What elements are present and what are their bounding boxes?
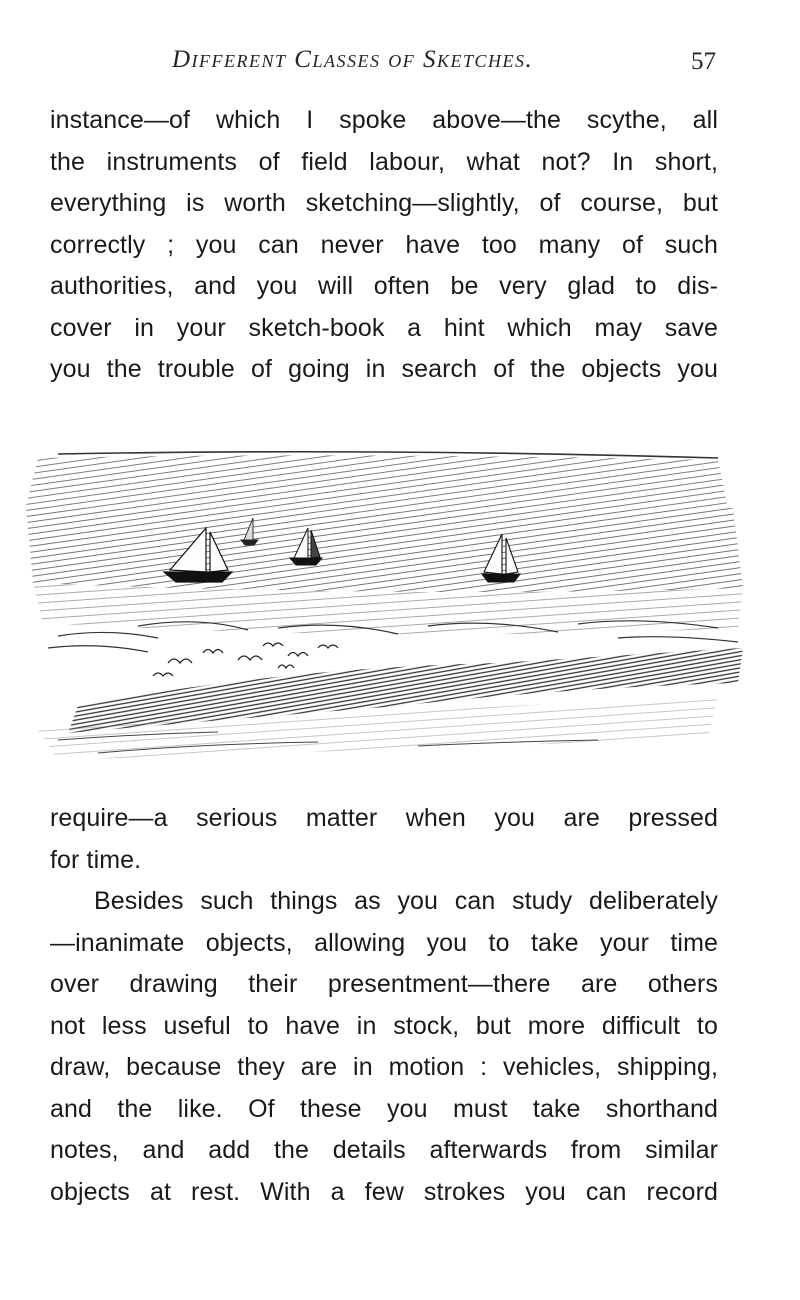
text-line: —inanimate objects, allowing you to take your time xyxy=(50,928,718,957)
text-line: over drawing their presentment—there are others xyxy=(50,970,718,998)
gull-marks xyxy=(153,643,338,676)
running-title: Different Classes of Sketches. xyxy=(172,46,534,73)
text-line: everything is worth sketching—slightly, of course, but xyxy=(50,189,718,217)
page-number: 57 xyxy=(691,48,716,75)
text-line: for time. xyxy=(50,845,142,874)
text-line: require—a serious matter when you are pressed xyxy=(50,804,718,832)
paragraph-1 xyxy=(50,100,718,391)
text-line: cover in your sketch-book a hint which may save xyxy=(50,313,718,342)
text-line: objects at rest. With a few strokes you can record xyxy=(50,1177,718,1206)
distant-sea xyxy=(26,506,743,592)
running-head xyxy=(50,44,722,80)
text-line: draw, because they are in motion : vehicles, shipping, xyxy=(50,1053,718,1081)
paragraph-1-continued xyxy=(50,798,718,1213)
text-line: Besides such things as you can study deliberately xyxy=(94,887,718,915)
seascape-illustration xyxy=(18,448,758,768)
text-line: authorities, and you will often be very glad to dis- xyxy=(50,272,718,300)
text-line: you the trouble of going in search of the objects you xyxy=(50,355,718,383)
text-line: the instruments of field labour, what not? In short, xyxy=(50,147,718,176)
text-line: not less useful to have in stock, but more difficult to xyxy=(50,1011,718,1040)
text-line: instance—of which I spoke above—the scythe, all xyxy=(50,106,718,134)
seascape-sketch xyxy=(18,448,758,768)
text-line: correctly ; you can never have too many of such xyxy=(50,230,718,259)
text-line: and the like. Of these you must take shorthand xyxy=(50,1094,718,1123)
sky-band xyxy=(26,455,728,512)
text-line: notes, and add the details afterwards from similar xyxy=(50,1136,718,1164)
